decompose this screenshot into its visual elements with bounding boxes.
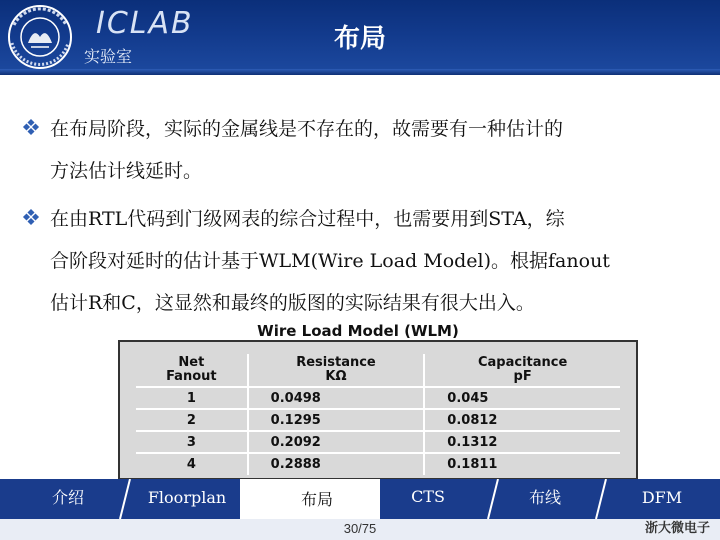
footer-bar	[0, 519, 720, 540]
table-cell: 0.1295	[248, 409, 425, 431]
nav-item-floorplan[interactable]: Floorplan	[147, 488, 227, 507]
table-cell: 3	[136, 431, 248, 453]
table-cell: 4	[136, 453, 248, 475]
table-row	[136, 387, 620, 409]
wlm-table-frame	[118, 340, 638, 480]
bullet-item-1	[22, 108, 702, 192]
wlm-figure	[118, 322, 638, 480]
university-seal-icon	[4, 3, 76, 71]
nav-divider	[594, 479, 608, 519]
nav-item-intro[interactable]: 介绍	[51, 488, 84, 507]
nav-divider	[486, 479, 500, 519]
table-cell: 0.1312	[424, 431, 620, 453]
header-bar	[0, 0, 720, 75]
bullet-2-line-2: 合阶段对延时的估计基于WLM(Wire Load Model)。根据fanout	[50, 250, 610, 272]
table-cell: 0.2888	[248, 453, 425, 475]
table-row	[136, 409, 620, 431]
bullet-1-line-1: 在布局阶段，实际的金属线是不存在的，故需要有一种估计的	[50, 118, 564, 140]
column-header-capacitance: Capacitance pF	[424, 354, 620, 387]
table-row	[136, 431, 620, 453]
table-header-row	[136, 354, 620, 387]
iclab-logo-text: ICLAB	[96, 6, 194, 41]
column-header-fanout: Net Fanout	[136, 354, 248, 387]
lab-label: 实验室	[84, 47, 133, 66]
nav-item-dfm[interactable]: DFM	[641, 488, 683, 507]
nav-item-routing[interactable]: 布线	[528, 488, 561, 507]
table-cell: 2	[136, 409, 248, 431]
wlm-title: Wire Load Model (WLM)	[257, 322, 459, 340]
table-row	[136, 453, 620, 475]
nav-item-placement[interactable]: 布局	[300, 490, 333, 509]
bullet-2-line-3: 估计R和C，这显然和最终的版图的实际结果有很大出入。	[50, 292, 535, 314]
table-cell: 0.045	[424, 387, 620, 409]
section-nav-bar	[0, 479, 720, 519]
page-title: 布局	[333, 24, 386, 54]
bullet-item-2	[22, 198, 702, 324]
bullet-2-line-1: 在由RTL代码到门级网表的综合过程中，也需要用到STA，综	[50, 208, 565, 230]
diamond-bullet-icon	[22, 198, 40, 240]
table-cell: 0.2092	[248, 431, 425, 453]
column-header-resistance: Resistance KΩ	[248, 354, 425, 387]
page-number: 30/75	[343, 521, 377, 536]
nav-item-cts[interactable]: CTS	[411, 487, 445, 506]
diamond-bullet-icon	[22, 108, 40, 150]
bullet-1-line-2: 方法估计线延时。	[50, 160, 203, 182]
table-cell: 0.0812	[424, 409, 620, 431]
table-cell: 1	[136, 387, 248, 409]
wlm-table	[136, 354, 620, 475]
table-cell: 0.0498	[248, 387, 425, 409]
nav-divider	[118, 479, 132, 519]
table-cell: 0.1811	[447, 457, 498, 472]
footer-brand: 浙大微电子	[644, 521, 710, 536]
